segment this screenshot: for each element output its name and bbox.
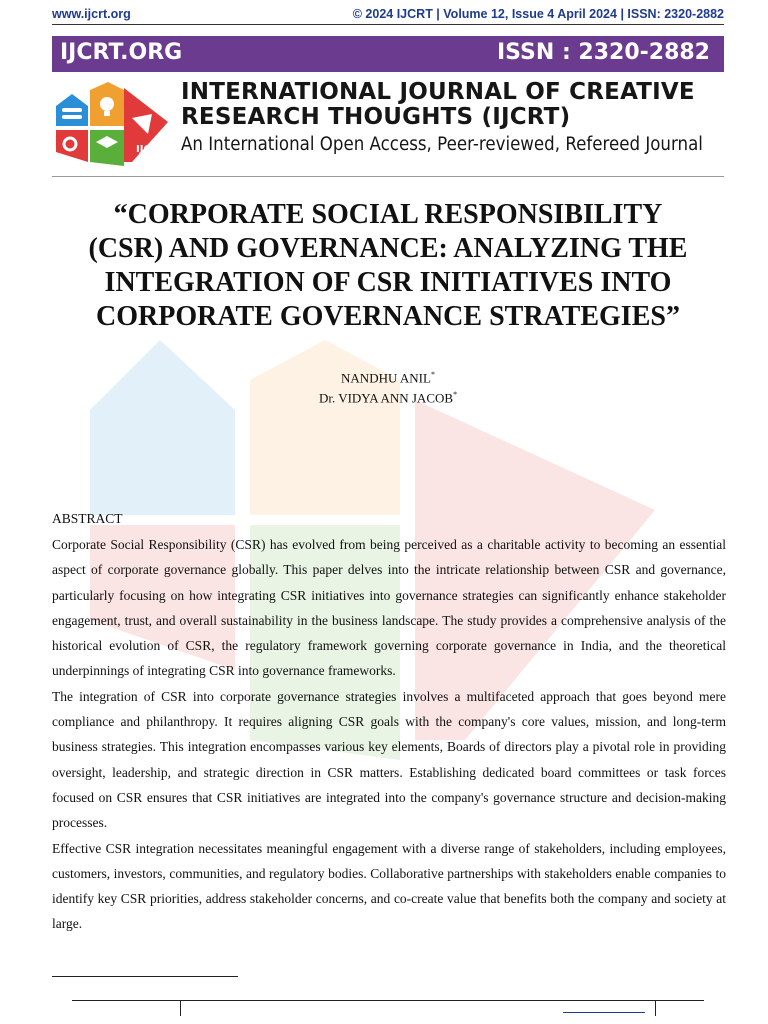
journal-title-line1: INTERNATIONAL JOURNAL OF CREATIVE — [181, 79, 695, 105]
masthead-rule — [52, 176, 724, 177]
author-list — [52, 366, 724, 407]
author-name: NANDHU ANIL — [341, 370, 431, 386]
journal-title — [181, 80, 741, 130]
citation-line: © 2024 IJCRT | Volume 12, Issue 4 April 2024 | ISSN: 2320-2882 — [352, 7, 724, 21]
author-mark: * — [430, 370, 435, 379]
footer-divider — [180, 1000, 181, 1016]
footer-rule — [72, 1000, 704, 1001]
banner-site: IJCRT.ORG — [60, 40, 183, 65]
header-rule — [52, 24, 724, 25]
author-2 — [52, 386, 724, 406]
running-header — [52, 7, 724, 23]
paper-title-line3: INTEGRATION OF CSR INITIATIVES INTO — [104, 267, 672, 298]
paper-title-line2: (CSR) AND GOVERNANCE: ANALYZING THE — [88, 233, 688, 264]
website-link[interactable]: www.ijcrt.org — [52, 7, 131, 21]
abstract-heading: ABSTRACT — [52, 511, 123, 526]
author-mark: * — [453, 390, 458, 400]
author-1 — [52, 366, 724, 386]
journal-subtitle: An International Open Access, Peer-reviewed, Refereed Journal — [181, 134, 703, 155]
journal-title-line2: RESEARCH THOUGHTS (IJCRT) — [181, 104, 571, 130]
author-name: Dr. VIDYA ANN JACOB — [318, 390, 454, 406]
abstract-paragraph-2: The integration of CSR into corporate governance strategies involves a multifaceted approach that goes beyond mere compliance and philanthropy. It requires aligning CSR goals with the company's core values, mission, and long-term business strategies. This integration encompasses various key elements, Boards of directors play a pivotal role in providing oversight, leadership, and strategic direction in CSR matters. Establishing dedicated board committees or task forces focused on CSR ensures that CSR initiatives are integrated into the company's governance structure and decision-making processes. — [52, 688, 726, 831]
paper-title — [52, 198, 724, 334]
abstract-paragraph-3: Effective CSR integration necessitates meaningful engagement with a diverse range of stakeholders, including employees, customers, investors, communities, and regulatory bodies. Collaborative partnerships with stakeholders enable companies to identify key CSR priorities, address stakeholder concerns, and co-create value that benefits both the company and society at large. — [52, 840, 726, 932]
footer-link-underline — [563, 1012, 645, 1013]
footer-divider — [655, 1000, 656, 1016]
abstract-body — [52, 532, 726, 937]
journal-banner — [52, 36, 724, 72]
abstract-paragraph-1: Corporate Social Responsibility (CSR) has evolved from being perceived as a charitable activity to becoming an essential aspect of corporate governance globally. This paper delves into the intricate relationship between CSR and governance, particularly focusing on how integrating CSR initiatives into governance strategies can significantly enhance stakeholder engagement, trust, and overall sustainability in the business landscape. The study provides a comprehensive analysis of the historical evolution of CSR, the regulatory framework governing corporate governance in India, and the theoretical underpinnings of integrating CSR into governance frameworks. — [52, 537, 726, 679]
footnote-rule — [52, 976, 238, 977]
paper-title-line1: “CORPORATE SOCIAL RESPONSIBILITY — [113, 199, 663, 230]
ijcrt-logo-icon — [52, 78, 176, 170]
banner-issn: ISSN : 2320-2882 — [496, 40, 710, 65]
logo-text: IJCRT — [136, 144, 165, 155]
paper-title-line4: CORPORATE GOVERNANCE STRATEGIES” — [96, 301, 680, 332]
